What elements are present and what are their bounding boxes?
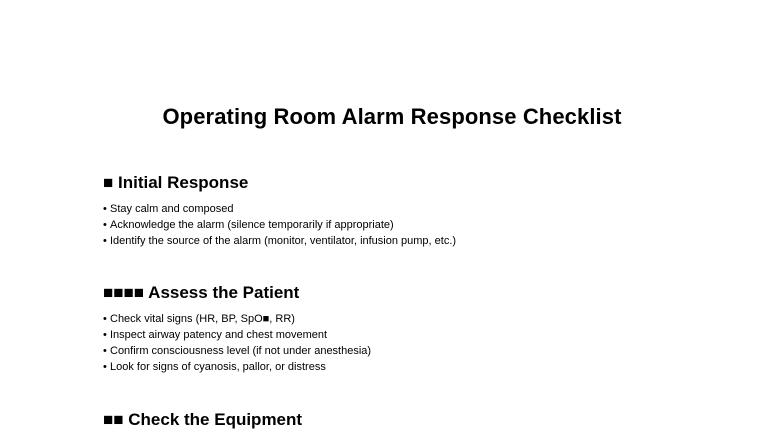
bullet-icon: •: [103, 203, 107, 215]
list-item-text: Inspect airway patency and chest movement: [110, 329, 328, 341]
section-initial-response: [103, 172, 456, 249]
checklist: [103, 311, 371, 375]
list-item: [103, 201, 456, 217]
checklist: [103, 201, 456, 249]
section-heading: ■ Initial Response: [103, 173, 249, 192]
list-item-text: Check vital signs (HR, BP, SpO■, RR): [110, 313, 295, 325]
list-item: [103, 359, 371, 375]
bullet-icon: •: [103, 235, 107, 247]
section-check-equipment: [103, 409, 302, 431]
list-item-text: Acknowledge the alarm (silence temporarily if appropriate): [110, 219, 394, 231]
list-item: [103, 217, 456, 233]
bullet-icon: •: [103, 361, 107, 373]
list-item-text: Identify the source of the alarm (monitor, ventilator, infusion pump, etc.): [110, 235, 457, 247]
list-item: [103, 311, 371, 327]
section-heading: ■■ Check the Equipment: [103, 410, 303, 429]
bullet-icon: •: [103, 345, 107, 357]
list-item-text: Confirm consciousness level (if not under anesthesia): [110, 345, 372, 357]
bullet-icon: •: [103, 313, 107, 325]
section-assess-patient: [103, 282, 371, 375]
section-heading: ■■■■ Assess the Patient: [103, 283, 300, 302]
list-item: [103, 343, 371, 359]
list-item-text: Stay calm and composed: [110, 203, 234, 215]
list-item-text: Look for signs of cyanosis, pallor, or distress: [110, 361, 326, 373]
list-item: [103, 233, 456, 249]
list-item: [103, 327, 371, 343]
bullet-icon: •: [103, 329, 107, 341]
bullet-icon: •: [103, 219, 107, 231]
page-title: Operating Room Alarm Response Checklist: [162, 104, 622, 129]
